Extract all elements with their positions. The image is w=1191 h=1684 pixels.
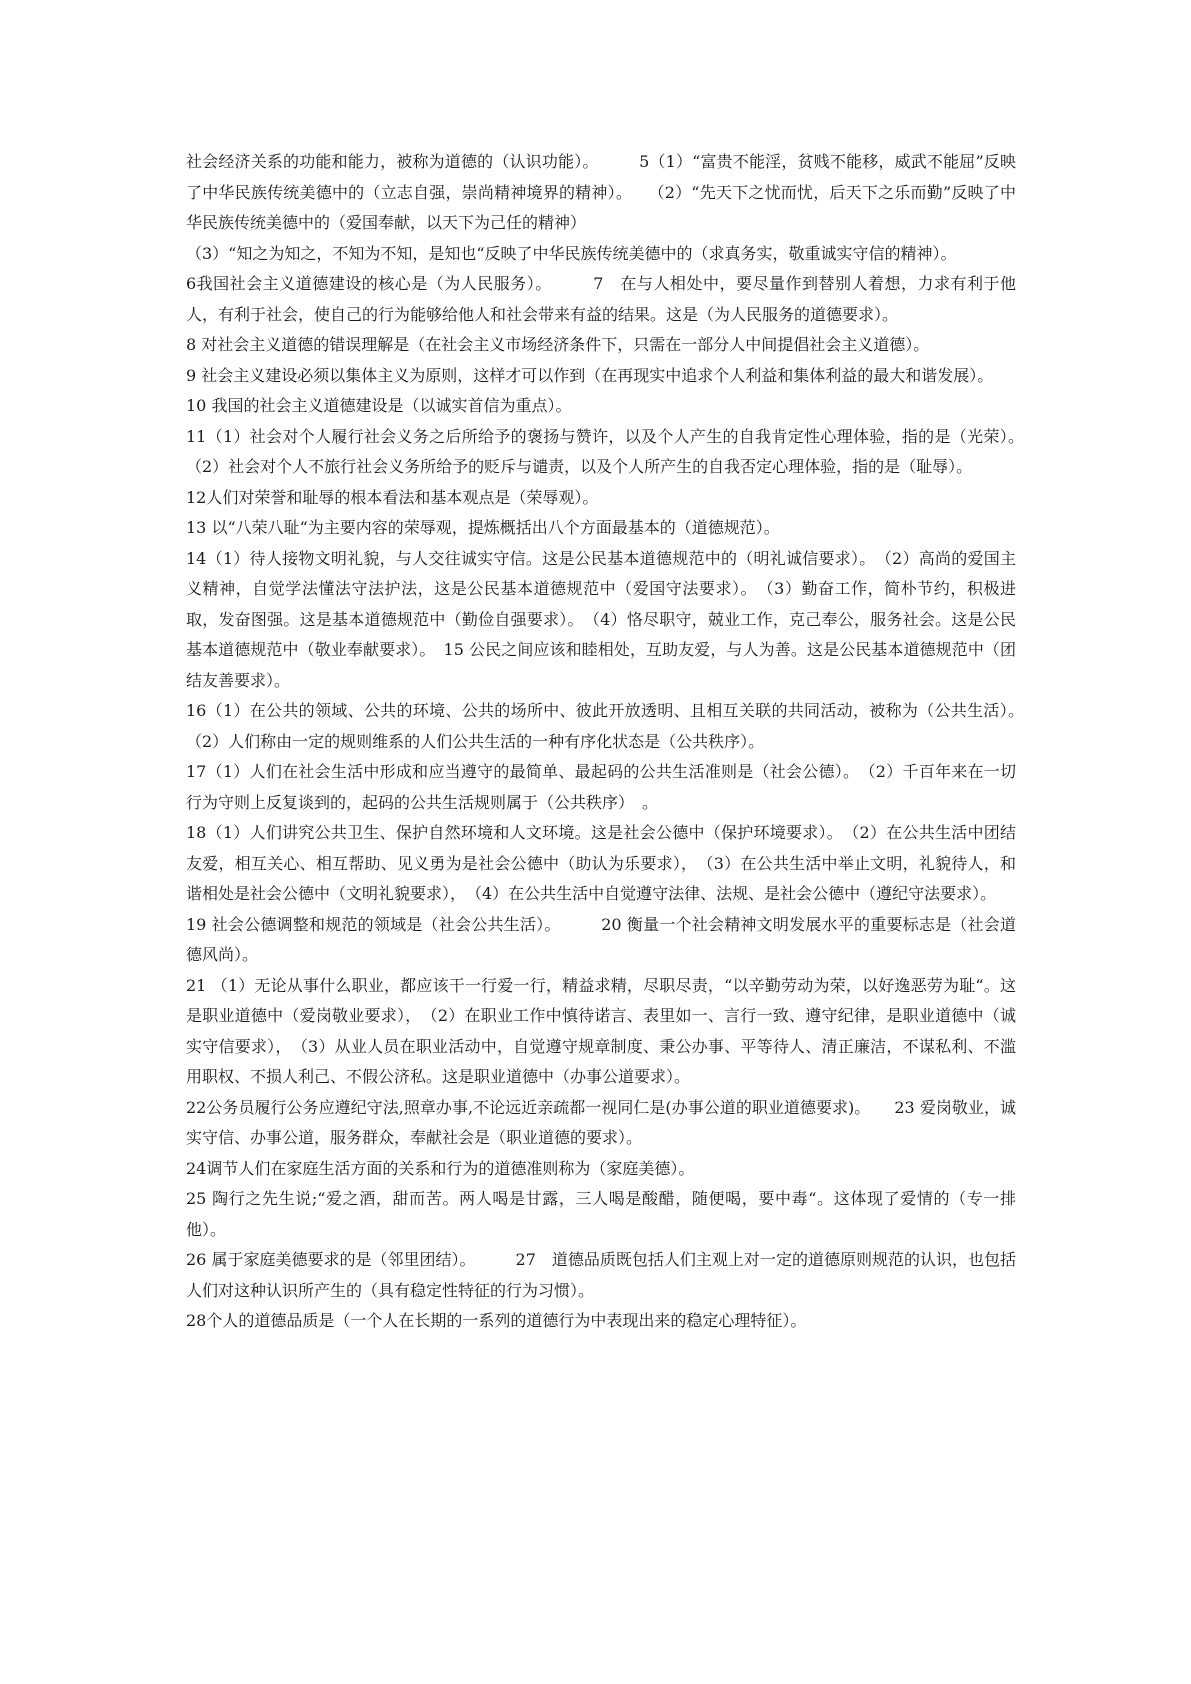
paragraph-q19-q20: 19 社会公德调整和规范的领域是（社会公共生活）。 20 衡量一个社会精神文明发展水平的重要标志是（社会道德风尚）。 <box>186 914 1016 964</box>
paragraph-q25: 25 陶行之先生说;“爱之酒，甜而苦。两人喝是甘露，三人喝是酸醋，随便喝，要中毒“。这体现了爱情的（专一排他）。 <box>186 1189 1016 1239</box>
paragraph-q12: 12人们对荣誉和耻辱的根本看法和基本观点是（荣辱观）。 <box>186 487 599 507</box>
paragraph-q10: 10 我国的社会主义道德建设是（以诚实首信为重点）。 <box>186 396 572 415</box>
paragraph-moral-functions-traditional-virtues: 社会经济关系的功能和能力，被称为道德的（认识功能）。 5（1）“富贵不能淫，贫贱不能移，威武不能屈”反映了中华民族传统美德中的（立志自强，崇尚精神境界的精神）。 （2）“先天下之忧而忧，后天下之乐而勤”反映了中华民族传统美德中的（爱国奉献，以天下为己任的精神） <box>186 152 1016 232</box>
paragraph-q9: 9 社会主义建设必须以集体主义为原则，这样才可以作到（在再现实中追求个人利益和集体利益的最大和谐发展）。 <box>186 365 994 385</box>
paragraph-q13: 13 以“八荣八耻“为主要内容的荣辱观，提炼概括出八个方面最基本的（道德规范）。 <box>186 518 780 537</box>
paragraph-seek-truth: （3）“知之为知之，不知为不知，是知也“反映了中华民族传统美德中的（求真务实，敬重诚实守信的精神）。 <box>186 243 957 263</box>
paragraph-q17: 17（1）人们在社会生活中形成和应当遵守的最简单、最起码的公共生活准则是（社会公德）。 （2）千百年来在一切行为守则上反复谈到的，起码的公共生活规则属于（公共秩序） 。 <box>186 762 1016 812</box>
paragraph-q24: 24调节人们在家庭生活方面的关系和行为的道德准则称为（家庭美德）。 <box>186 1158 695 1178</box>
paragraph-q22-q23: 22公务员履行公务应遵纪守法,照章办事,不论远近亲疏都一视同仁是(办事公道的职业道德要求)。 23 爱岗敬业，诚实守信、办事公道，服务群众，奉献社会是（职业道德的要求）。 <box>186 1097 1016 1147</box>
paragraph-q26-q27: 26 属于家庭美德要求的是（邻里团结）。 27 道德品质既包括人们主观上对一定的道德原则规范的认识，也包括人们对这种认识所产生的（具有稳定性特征的行为习惯）。 <box>186 1250 1016 1300</box>
paragraph-q16: 16（1）在公共的领域、公共的环境、公共的场所中、彼此开放透明、且相互关联的共同活动，被称为（公共生活）。 （2）人们称由一定的规则维系的人们公共生活的一种有序化状态是（公共秩序）。 <box>186 701 1033 751</box>
paragraph-q11: 11（1）社会对个人履行社会义务之后所给予的褒扬与赞许，以及个人产生的自我肯定性心理体验，指的是（光荣）。 （2）社会对个人不旅行社会义务所给予的贬斥与谴责，以及个人所产生的自我否定心理体验，指的是（耻辱）。 <box>186 426 1033 476</box>
paragraph-q18: 18（1）人们讲究公共卫生、保护自然环境和人文环境。这是社会公德中（保护环境要求）。 （2）在公共生活中团结友爱，相互关心、相互帮助、见义勇为是社会公德中（助认为乐要求）， （3）在公共生活中举止文明，礼貌待人，和谐相处是社会公德中（文明礼貌要求）， （4）在公共生活中自觉遵守法律、法规、是社会公德中（遵纪守法要求）。 <box>186 823 1016 903</box>
paragraph-q21: 21 （1）无论从事什么职业，都应该干一行爱一行，精益求精，尽职尽责，“以辛勤劳动为荣，以好逸恶劳为耻“。这是职业道德中（爱岗敬业要求）， （2）在职业工作中慎待诺言、表里如一、言行一致、遵守纪律，是职业道德中（诚实守信要求）， （3）从业人员在职业活动中，自觉遵守规章制度、秉公办事、平等待人、清正廉洁，不谋私利、不滥用职权、不损人利己、不假公济私。这是职业道德中（办事公道要求）。 <box>186 975 1016 1086</box>
paragraph-q6-q7: 6我国社会主义道德建设的核心是（为人民服务）。 7 在与人相处中，要尽量作到替别人着想，力求有利于他人，有利于社会，使自己的行为能够给他人和社会带来有益的结果。这是（为人民服务的道德要求）。 <box>186 274 1016 324</box>
document-body <box>186 147 1033 1337</box>
paragraph-q8: 8 对社会主义道德的错误理解是（在社会主义市场经济条件下，只需在一部分人中间提倡社会主义道德）。 <box>186 335 930 354</box>
paragraph-q14-q15: 14（1）待人接物文明礼貌，与人交往诚实守信。这是公民基本道德规范中的（明礼诚信要求）。 （2）高尚的爱国主义精神，自觉学法懂法守法护法，这是公民基本道德规范中（爱国守法要求）。 （3）勤奋工作，简朴节约，积极进取，发奋图强。这是基本道德规范中（勤俭自强要求）。 （4）恪尽职守，兢业工作，克己奉公，服务社会。这是公民基本道德规范中（敬业奉献要求）。 15 公民之间应该和睦相处，互助友爱，与人为善。这是公民基本道德规范中（团结友善要求）。 <box>186 548 1016 690</box>
paragraph-q28: 28个人的道德品质是（一个人在长期的一系列的道德行为中表现出来的稳定心理特征）。 <box>186 1311 807 1330</box>
